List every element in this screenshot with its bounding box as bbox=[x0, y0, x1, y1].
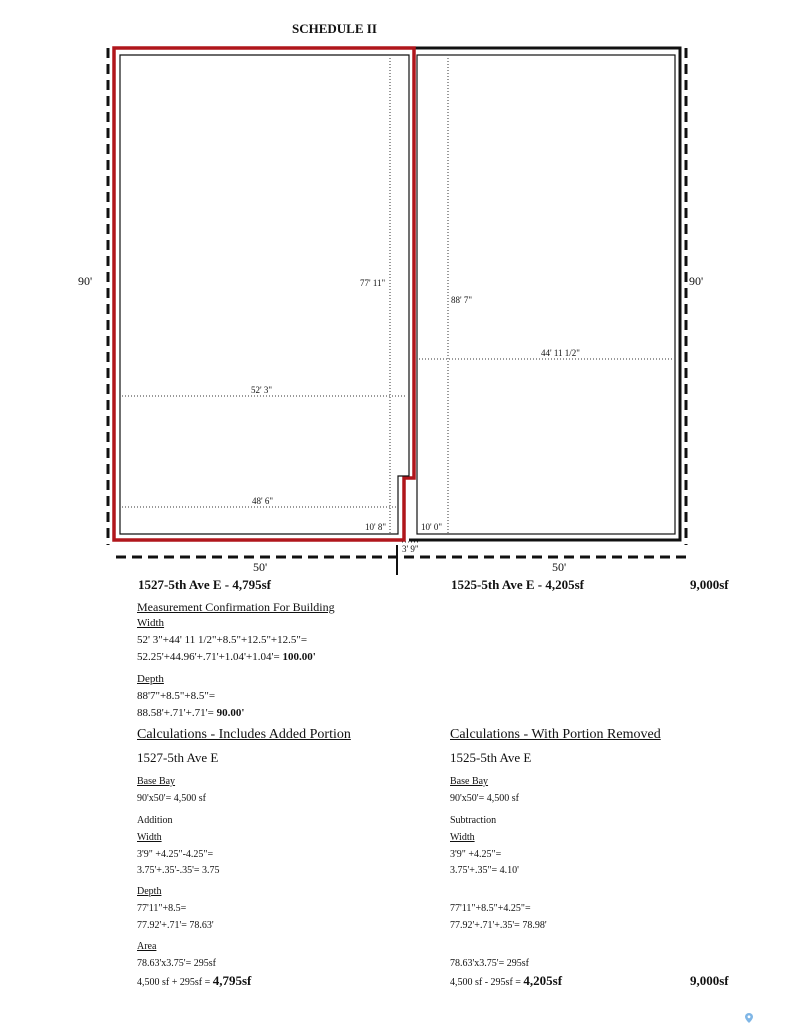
left-building-red-outline bbox=[114, 48, 414, 540]
calc-right-area-line2: 4,500 sf - 295sf = 4,205sf bbox=[450, 973, 563, 988]
calc-left-address: 1527-5th Ave E bbox=[137, 750, 219, 765]
calc-right-subtraction-label: Subtraction bbox=[450, 815, 497, 826]
dim-10-0: 10' 0" bbox=[421, 522, 443, 532]
calc-left-addition-label: Addition bbox=[137, 815, 173, 826]
dim-48-6: 48' 6" bbox=[252, 496, 274, 506]
calc-left-area-label: Area bbox=[137, 941, 157, 952]
calc-left-base-bay: 90'x50'= 4,500 sf bbox=[137, 793, 206, 804]
total-area-top: 9,000sf bbox=[690, 577, 729, 592]
left-lot-title: 1527-5th Ave E - 4,795sf bbox=[138, 577, 272, 592]
left-side-dimension: 90' bbox=[78, 274, 93, 288]
calc-left-width-line1: 3'9" +4.25"-4.25"= bbox=[137, 849, 214, 860]
calc-left-heading: Calculations - Includes Added Portion bbox=[137, 727, 351, 742]
calc-left-area-line1: 78.63'x3.75'= 295sf bbox=[137, 958, 216, 969]
calc-right-width-line2: 3.75'+.35"= 4.10' bbox=[450, 865, 519, 876]
measurement-heading: Measurement Confirmation For Building bbox=[137, 600, 335, 614]
calc-left-width-line2: 3.75'+.35'-.35'= 3.75 bbox=[137, 865, 220, 876]
right-building-outline bbox=[409, 48, 680, 540]
calc-left-depth-label: Depth bbox=[137, 886, 162, 897]
right-lot-title: 1525-5th Ave E - 4,205sf bbox=[451, 577, 585, 592]
measurement-width-line1: 52' 3"+44' 11 1/2"+8.5"+12.5"+12.5"= bbox=[137, 634, 308, 646]
calc-right-area-line1: 78.63'x3.75'= 295sf bbox=[450, 958, 529, 969]
location-pin-icon bbox=[745, 1010, 753, 1020]
dim-77-11: 77' 11" bbox=[360, 278, 386, 288]
calc-right-base-bay-label: Base Bay bbox=[450, 776, 489, 787]
left-building-inner-outline bbox=[120, 55, 409, 534]
calc-left-depth-line2: 77.92'+.71'= 78.63' bbox=[137, 920, 214, 931]
calc-right-address: 1525-5th Ave E bbox=[450, 750, 532, 765]
measurement-depth-line1: 88'7"+8.5"+8.5"= bbox=[137, 690, 216, 702]
dim-52-3: 52' 3" bbox=[251, 385, 273, 395]
calc-right-base-bay: 90'x50'= 4,500 sf bbox=[450, 793, 519, 804]
bottom-left-dimension: 50' bbox=[253, 560, 268, 574]
measurement-depth-label: Depth bbox=[137, 673, 164, 685]
dim-44-11: 44' 11 1/2" bbox=[541, 348, 580, 358]
calc-left-area-line2: 4,500 sf + 295sf = 4,795sf bbox=[137, 973, 252, 988]
total-area-bottom: 9,000sf bbox=[690, 973, 729, 988]
measurement-width-line2: 52.25'+44.96'+.71'+1.04'+1.04'= 100.00' bbox=[137, 651, 316, 663]
calc-right-width-line1: 3'9" +4.25"= bbox=[450, 849, 502, 860]
dim-10-8: 10' 8" bbox=[365, 522, 387, 532]
page-title: SCHEDULE II bbox=[292, 21, 377, 36]
calc-right-depth-line2: 77.92'+.71'+.35'= 78.98' bbox=[450, 920, 547, 931]
measurement-width-label: Width bbox=[137, 617, 165, 629]
calc-left-depth-line1: 77'11"+8.5= bbox=[137, 903, 187, 914]
calc-right-depth-line1: 77'11"+8.5"+4.25"= bbox=[450, 903, 531, 914]
calc-left-width-label: Width bbox=[137, 832, 162, 843]
calc-right-width-label: Width bbox=[450, 832, 475, 843]
bottom-right-dimension: 50' bbox=[552, 560, 567, 574]
dim-3-9: 3' 9" bbox=[402, 544, 419, 554]
measurement-depth-line2: 88.58'+.71'+.71'= 90.00' bbox=[137, 707, 245, 719]
dim-88-7: 88' 7" bbox=[451, 295, 473, 305]
right-side-dimension: 90' bbox=[689, 274, 704, 288]
calc-right-heading: Calculations - With Portion Removed bbox=[450, 727, 661, 742]
calc-left-base-bay-label: Base Bay bbox=[137, 776, 176, 787]
